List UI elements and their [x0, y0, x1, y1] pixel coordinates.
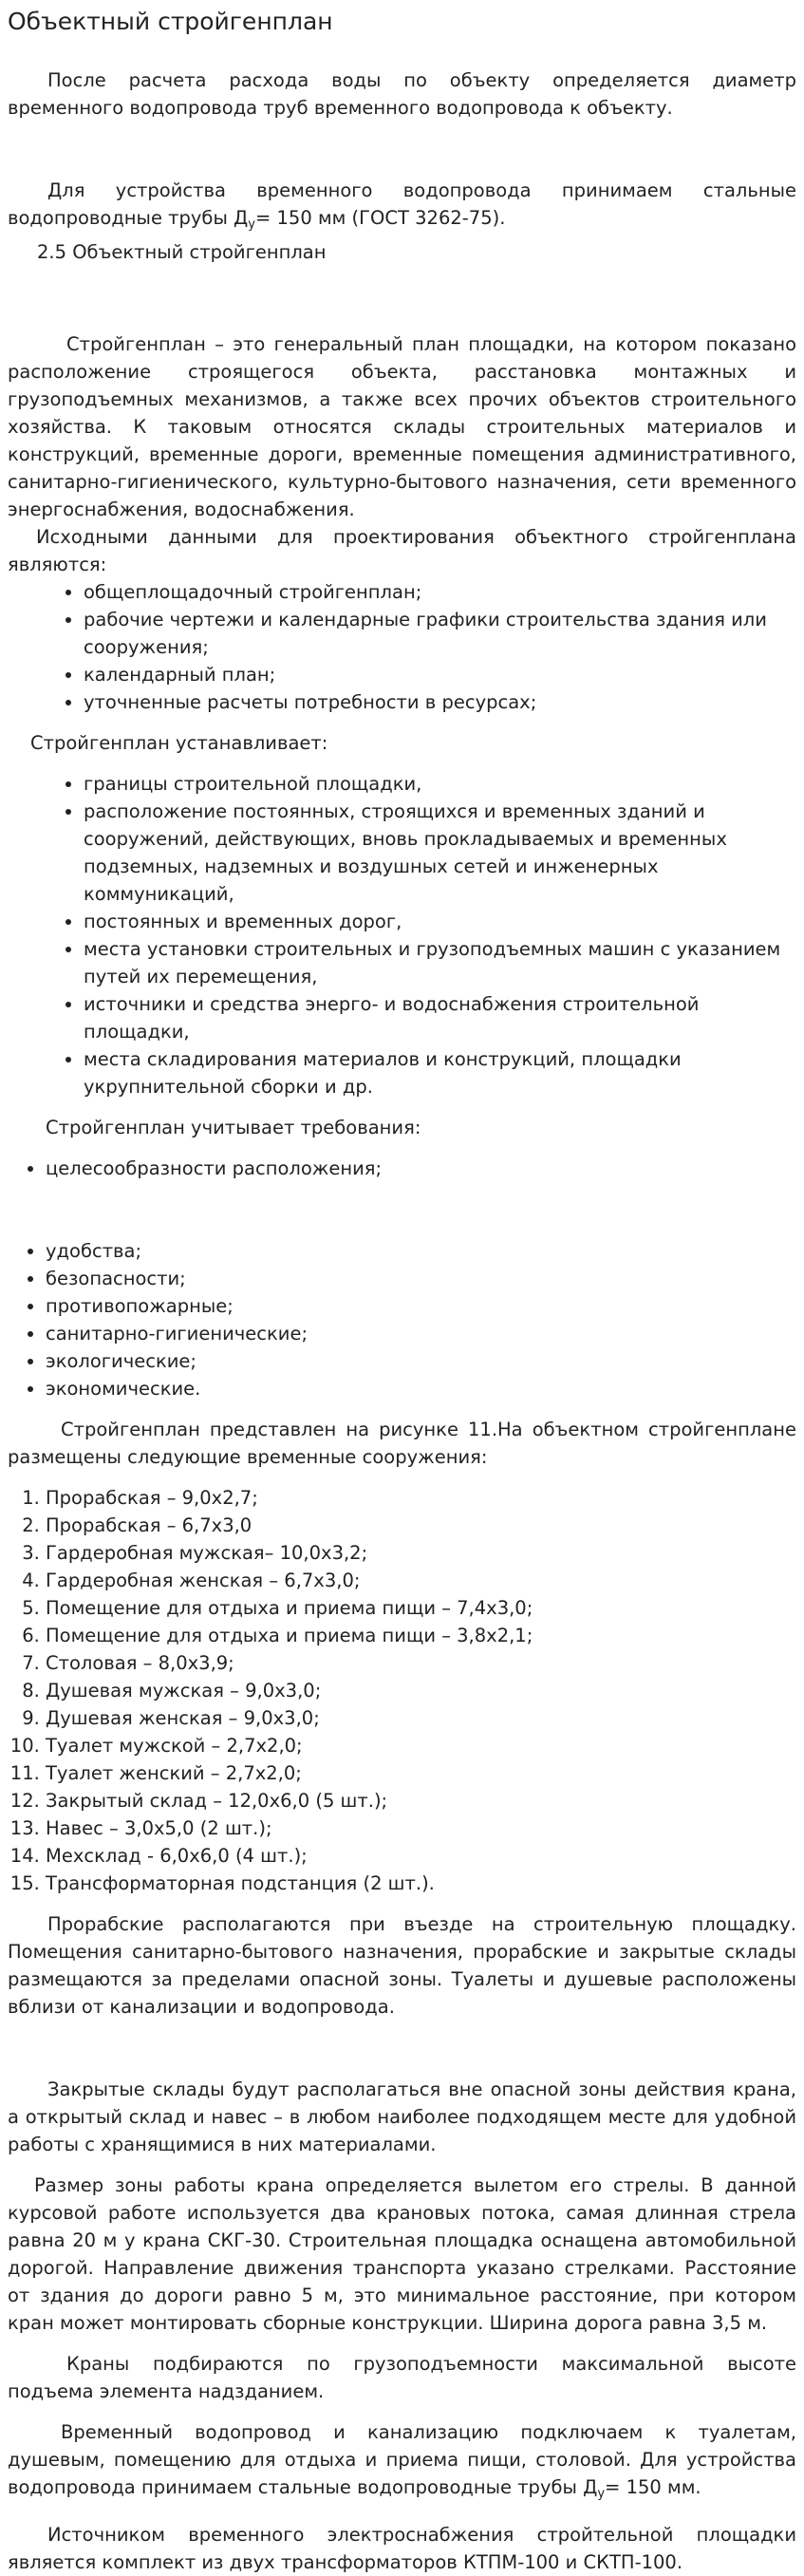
list-item: 8. Душевая мужская – 9,0х3,0; [46, 1677, 796, 1704]
paragraph-definition: Стройгенплан – это генеральный план площадки, на котором показано расположение строящегося объекта, расстановка монтажных и грузоподъемных механизмов, а также всех прочих объектов строительного хозяйства. К таковым относятся склады строительных материалов и конструкций, временные дороги, временные помещения административного, санитарно-гигиенического, культурно-бытового назначения, сети временного энергоснабжения, водоснабжения. [8, 333, 796, 520]
paragraph-pipe-choice-subscript: у [248, 217, 255, 232]
list-item: 5. Помещение для отдыха и приема пищи – 7,4х3,0; [46, 1594, 796, 1622]
document-title: Объектный стройгенплан [8, 8, 333, 35]
list-item: • общеплощадочный стройгенплан; [84, 578, 796, 606]
paragraph-pipe-choice-rest: = 150 мм (ГОСТ 3262-75). [254, 207, 506, 229]
list-item: 3. Гардеробная мужская– 10,0х3,2; [46, 1539, 796, 1567]
paragraph-requirements: Стройгенплан учитывает требования: [46, 1117, 421, 1138]
list-item: • удобства; [46, 1237, 796, 1265]
paragraph-input-data: Исходными данными для проектирования объектного стройгенплана являются: [8, 526, 796, 575]
input-data-list [8, 578, 796, 716]
temp-buildings-list [8, 1484, 796, 1897]
list-item: 2. Прорабская – 6,7х3,0 [46, 1512, 796, 1539]
list-item: • экологические; [46, 1347, 796, 1375]
paragraph-power-supply: Источником временного электроснабжения стройтельной площадки является комплект из двух трансформаторов КТПМ-100 и СКТП-100. [8, 2524, 796, 2573]
list-item: 1. Прорабская – 9,0х2,7; [46, 1484, 796, 1512]
paragraph-water-supply-text: Временный водопровод и канализацию подключаем к туалетам, душевым, помещению для отдыха и приема пищи, столовой. Для устройства водопровода принимаем стальные водопроводные трубы Д [8, 2421, 796, 2498]
list-item: 14. Мехсклад - 6,0х6,0 (4 шт.); [46, 1842, 796, 1870]
list-item: 10. Туалет мужской – 2,7х2,0; [46, 1732, 796, 1759]
paragraph-water-supply [8, 2418, 796, 2508]
list-item: • целесообразности расположения; [46, 1155, 796, 1182]
paragraph-pipe-choice-text: Для устройства временного водопровода принимаем стальные водопроводные трубы Д [8, 179, 796, 229]
requirements-list [8, 1237, 796, 1402]
list-item: • безопасности; [46, 1265, 796, 1292]
list-item: • рабочие чертежи и календарные графики строительства здания или сооружения; [84, 606, 796, 661]
list-item: 7. Столовая – 8,0х3,9; [46, 1649, 796, 1677]
list-item: 9. Душевая женская – 9,0х3,0; [46, 1704, 796, 1732]
requirements-list-first [8, 1155, 796, 1182]
list-item: 4. Гардеробная женская – 6,7х3,0; [46, 1567, 796, 1594]
paragraph-site-offices: Прорабские располагаются при въезде на строительную площадку. Помещения санитарно-бытового назначения, прорабские и закрытые склады размещаются за пределами опасной зоны. Туалеты и душевые расположены вблизи от канализации и водопровода. [8, 1913, 796, 2018]
list-item: • места установки строительных и грузоподъемных машин с указанием путей их перемещения, [84, 935, 796, 990]
list-item: • границы строительной площадки, [84, 770, 796, 798]
list-item: • источники и средства энерго- и водоснабжения строительной площадки, [84, 990, 796, 1045]
list-item: 11. Туалет женский – 2,7х2,0; [46, 1759, 796, 1787]
sets-list [8, 770, 796, 1100]
list-item: • постоянных и временных дорог, [84, 908, 796, 935]
list-item: • санитарно-гигиенические; [46, 1320, 796, 1347]
paragraph-crane-zone: Размер зоны работы крана определяется вылетом его стрелы. В данной курсовой работе используется два крановых потока, самая длинная стрела равна 20 м у крана СКГ-30. Строительная площадка оснащена автомобильной дорогой. Направление движения транспорта указано стрелками. Расстояние от здания до дороги равно 5 м, это минимальное расстояние, при котором кран может монтировать сборные конструкции. Ширина дорога равна 3,5 м. [8, 2174, 796, 2334]
paragraph-temp-buildings: Стройгенплан представлен на рисунке 11.На объектном стройгенплане размещены следующие временные сооружения: [8, 1419, 796, 1468]
paragraph-sets: Стройгенплан устанавливает: [30, 732, 328, 754]
list-item: 15. Трансформаторная подстанция (2 шт.). [46, 1870, 796, 1897]
paragraph-water-supply-rest: = 150 мм. [605, 2476, 701, 2498]
list-item: • календарный план; [84, 661, 796, 688]
paragraph-warehouses: Закрытые склады будут располагаться вне опасной зоны действия крана, а открытый склад и навес – в любом наиболее подходящем месте для удобной работы с хранящимися в них материалами. [8, 2078, 796, 2155]
paragraph-water-diameter: После расчета расхода воды по объекту определяется диаметр временного водопровода труб временного водопровода к объекту. [8, 69, 796, 119]
paragraph-cranes: Краны подбираются по грузоподъемности максимальной высоте подъема элемента надзданием. [8, 2353, 796, 2402]
list-item: • экономические. [46, 1375, 796, 1402]
list-item: 13. Навес – 3,0х5,0 (2 шт.); [46, 1814, 796, 1842]
list-item: 12. Закрытый склад – 12,0х6,0 (5 шт.); [46, 1787, 796, 1814]
list-item: • расположение постоянных, строящихся и временных зданий и сооружений, действующих, вновь прокладываемых и временных подземных, надземных и воздушных сетей и инженерных коммуникаций, [84, 798, 796, 908]
paragraph-pipe-choice [8, 177, 796, 238]
list-item: • уточненные расчеты потребности в ресурсах; [84, 688, 796, 716]
paragraph-water-supply-subscript: у [597, 2487, 606, 2501]
list-item: • места складирования материалов и конструкций, площадки укрупнительной сборки и др. [84, 1045, 796, 1100]
section-heading: 2.5 Объектный стройгенплан [37, 241, 327, 263]
list-item: • противопожарные; [46, 1292, 796, 1320]
list-item: 6. Помещение для отдыха и приема пищи – 3,8х2,1; [46, 1622, 796, 1649]
